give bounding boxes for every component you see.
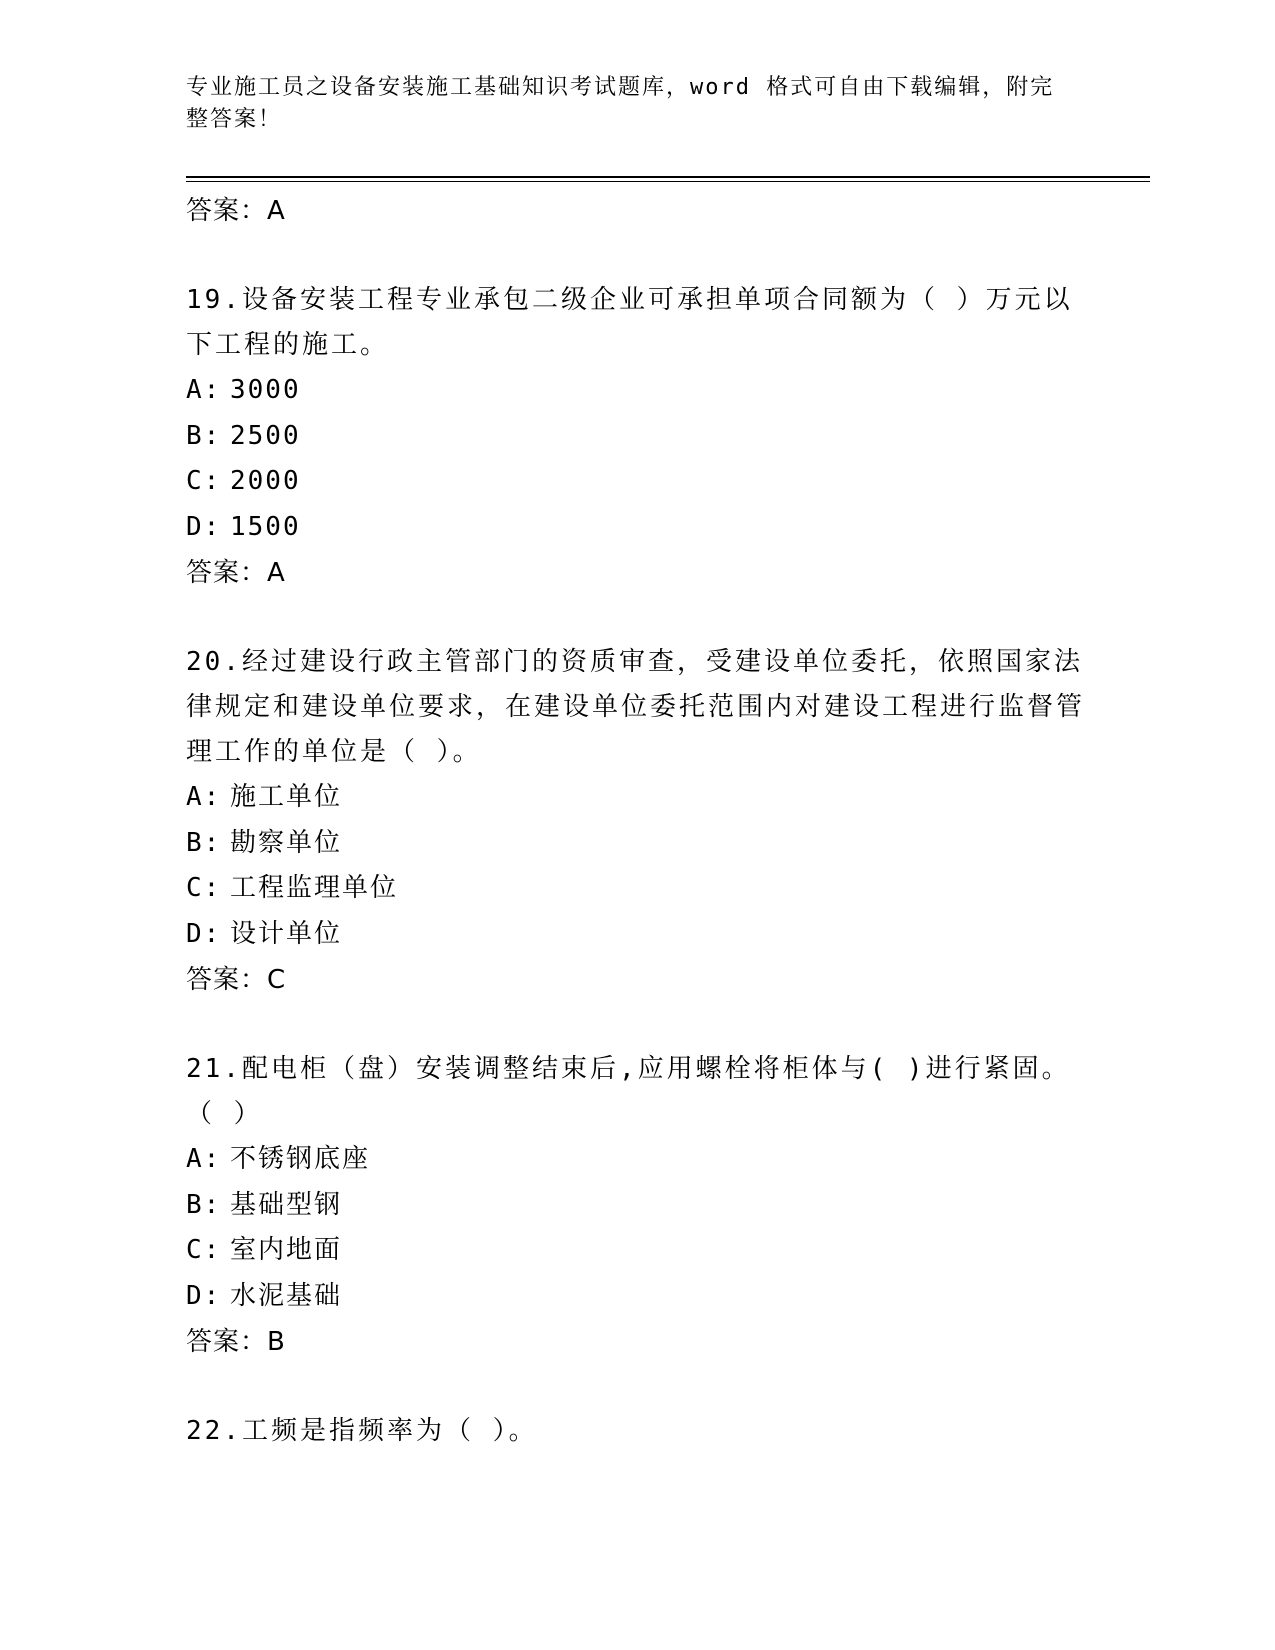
option-letter: A: <box>186 375 222 405</box>
option-text: 基础型钢 <box>230 1189 343 1220</box>
option-text: 2500 <box>230 420 301 451</box>
question-text: 22.工频是指频率为（ ）。 <box>186 1416 538 1446</box>
option-letter: B: <box>186 420 222 451</box>
header-divider <box>186 176 1150 178</box>
option-text: 设计单位 <box>230 918 343 949</box>
option-letter: A: <box>186 782 222 812</box>
header-divider-thin <box>186 181 1150 182</box>
option-text: 勘察单位 <box>230 827 343 858</box>
option-d <box>186 505 1086 551</box>
option-letter: C: <box>186 873 222 903</box>
option-b <box>186 1183 1086 1229</box>
answer-line: 答案：A <box>186 558 286 588</box>
option-letter: A: <box>186 1144 222 1174</box>
option-letter: C: <box>186 466 222 496</box>
option-text: 室内地面 <box>230 1235 343 1265</box>
option-text: 3000 <box>230 375 301 405</box>
question-19 <box>186 278 1086 368</box>
option-a <box>186 368 1086 414</box>
header-intro: 专业施工员之设备安装施工基础知识考试题库，word 格式可自由下载编辑，附完整答案！ <box>186 75 1055 132</box>
question-22 <box>186 1409 1086 1454</box>
question-text: 21.配电柜（盘）安装调整结束后,应用螺栓将柜体与( )进行紧固。（ ） <box>186 1054 1071 1129</box>
option-b <box>186 821 1086 867</box>
option-letter: C: <box>186 1235 222 1265</box>
option-text: 1500 <box>230 511 301 542</box>
option-text: 水泥基础 <box>230 1280 343 1311</box>
question-list <box>186 188 1086 1454</box>
question-21 <box>186 1047 1086 1137</box>
option-a <box>186 1137 1086 1183</box>
option-a <box>186 775 1086 821</box>
question-text: 19.设备安装工程专业承包二级企业可承担单项合同额为（ ）万元以下工程的施工。 <box>186 285 1073 360</box>
option-c <box>186 459 1086 505</box>
option-d <box>186 1274 1086 1320</box>
option-d <box>186 912 1086 958</box>
option-b <box>186 414 1086 460</box>
option-letter: D: <box>186 511 222 542</box>
option-c <box>186 866 1086 912</box>
option-text: 工程监理单位 <box>230 873 399 903</box>
answer-line: 答案：B <box>186 1327 286 1357</box>
option-c <box>186 1228 1086 1274</box>
option-letter: D: <box>186 918 222 949</box>
option-text: 不锈钢底座 <box>230 1144 371 1174</box>
answer-line: 答案：A <box>186 196 286 226</box>
question-20 <box>186 640 1086 775</box>
option-letter: B: <box>186 827 222 858</box>
question-text: 20.经过建设行政主管部门的资质审查，受建设单位委托，依照国家法律规定和建设单位要求，在建设单位委托范围内对建设工程进行监督管理工作的单位是（ ）。 <box>186 647 1086 767</box>
answer-line: 答案：C <box>186 965 287 995</box>
option-letter: B: <box>186 1189 222 1220</box>
option-letter: D: <box>186 1280 222 1311</box>
option-text: 施工单位 <box>230 782 343 812</box>
option-text: 2000 <box>230 466 301 496</box>
